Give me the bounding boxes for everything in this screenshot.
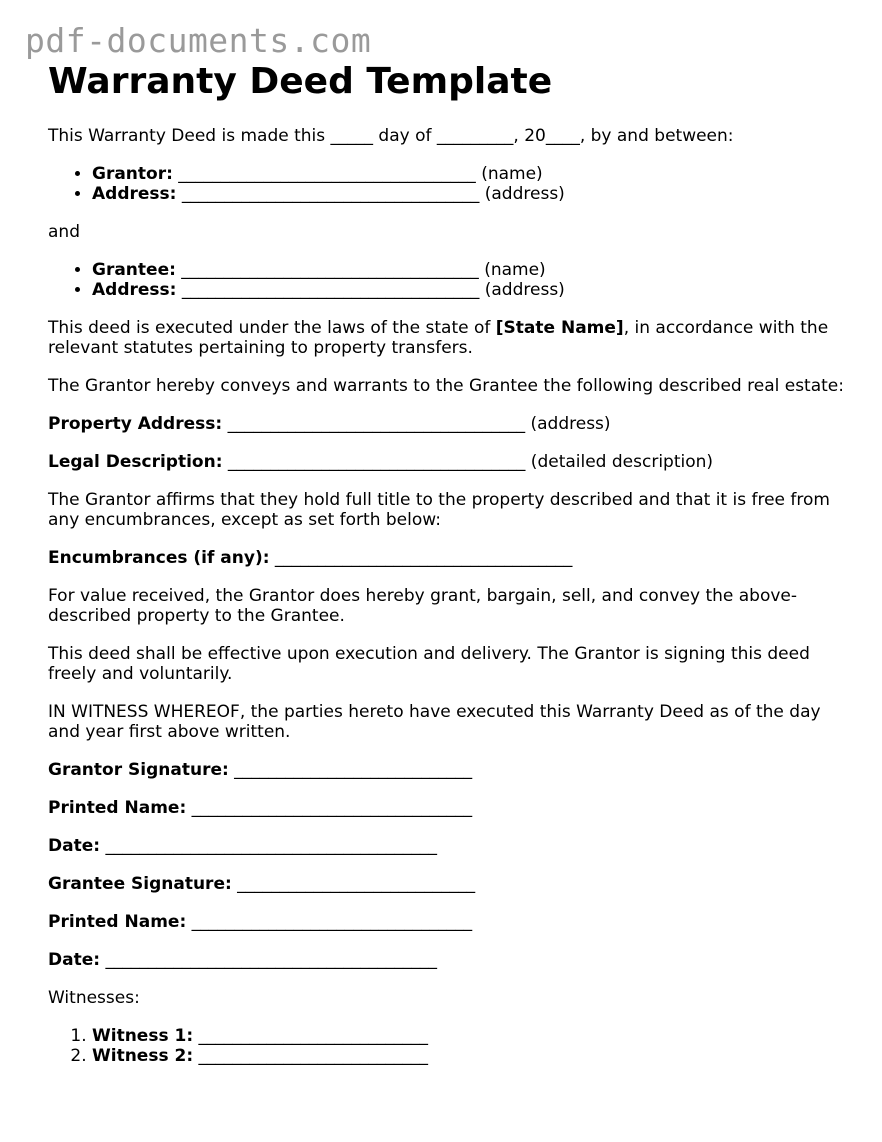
grantee-date-blank: _______________________________________	[100, 950, 437, 970]
grantor-printed-name-blank: _________________________________	[186, 798, 473, 818]
property-address-label: Property Address:	[48, 414, 223, 434]
page-title: Warranty Deed Template	[48, 61, 553, 102]
grantor-printed-name-line	[48, 798, 848, 818]
document-body	[48, 126, 848, 1084]
grantor-list	[48, 164, 848, 204]
witnesses-list	[48, 1026, 848, 1066]
grantee-printed-name-line	[48, 912, 848, 932]
grantor-signature-line	[48, 760, 848, 780]
property-address-line	[48, 414, 848, 434]
grantee-date-line	[48, 950, 848, 970]
grantor-name-item	[92, 164, 848, 184]
encumbrances-line	[48, 548, 848, 568]
laws-text-before: This deed is executed under the laws of the state of	[48, 318, 496, 338]
grantee-printed-name-blank: _________________________________	[186, 912, 473, 932]
grantee-signature-line	[48, 874, 848, 894]
legal-description-label: Legal Description:	[48, 452, 223, 472]
grantor-address-item	[92, 184, 848, 204]
grantor-date-label: Date:	[48, 836, 101, 856]
witness-2-blank: ___________________________	[193, 1046, 429, 1066]
grantee-address-item	[92, 280, 848, 300]
grantee-label: Grantee:	[92, 260, 176, 280]
grantee-signature-blank: ____________________________	[231, 874, 476, 894]
witnesses-heading: Witnesses:	[48, 988, 140, 1008]
encumbrances-label: Encumbrances (if any):	[48, 548, 270, 568]
effective-paragraph: This deed shall be effective upon execution and delivery. The Grantor is signing this deed freely and voluntarily.	[48, 644, 810, 684]
and-text: and	[48, 222, 80, 242]
laws-paragraph	[48, 318, 848, 358]
grantee-date-label: Date:	[48, 950, 101, 970]
legal-description-blank: ___________________________________ (detailed description)	[222, 452, 714, 472]
intro-paragraph: This Warranty Deed is made this _____ day of _________, 20____, by and between:	[48, 126, 734, 146]
witness-1-blank: ___________________________	[193, 1026, 429, 1046]
grantor-date-blank: _______________________________________	[100, 836, 437, 856]
grantor-address-blank: ___________________________________ (address)	[176, 184, 565, 204]
witness-whereof-paragraph: IN WITNESS WHEREOF, the parties hereto have executed this Warranty Deed as of the day and year first above written.	[48, 702, 821, 742]
encumbrances-blank: ___________________________________	[269, 548, 573, 568]
grantee-signature-label: Grantee Signature:	[48, 874, 232, 894]
state-name-placeholder: [State Name]	[495, 318, 624, 338]
witness-1-label: Witness 1:	[92, 1026, 194, 1046]
grantor-date-line	[48, 836, 848, 856]
witness-2-label: Witness 2:	[92, 1046, 194, 1066]
laws-text-after: , in accordance with the relevant statutes pertaining to property transfers.	[48, 318, 829, 358]
grantor-printed-name-label: Printed Name:	[48, 798, 187, 818]
grantee-address-label: Address:	[92, 280, 177, 300]
conveys-paragraph: The Grantor hereby conveys and warrants to the Grantee the following described real estate:	[48, 376, 844, 396]
witness-2-item	[92, 1046, 848, 1066]
grantor-name-blank: ___________________________________ (name)	[172, 164, 543, 184]
witness-1-item	[92, 1026, 848, 1046]
property-address-blank: ___________________________________ (address)	[222, 414, 611, 434]
grantee-name-blank: ___________________________________ (name)	[175, 260, 546, 280]
grantee-list	[48, 260, 848, 300]
grantee-printed-name-label: Printed Name:	[48, 912, 187, 932]
grantee-address-blank: ___________________________________ (address)	[176, 280, 565, 300]
legal-description-line	[48, 452, 848, 472]
grantor-label: Grantor:	[92, 164, 173, 184]
watermark: pdf-documents.com	[25, 21, 372, 60]
affirms-paragraph: The Grantor affirms that they hold full title to the property described and that it is free from any encumbrances, except as set forth below:	[48, 490, 830, 530]
grantee-name-item	[92, 260, 848, 280]
grantor-signature-label: Grantor Signature:	[48, 760, 229, 780]
grantor-signature-blank: ____________________________	[228, 760, 473, 780]
value-received-paragraph: For value received, the Grantor does hereby grant, bargain, sell, and convey the above-described property to the Grantee.	[48, 586, 798, 626]
grantor-address-label: Address:	[92, 184, 177, 204]
